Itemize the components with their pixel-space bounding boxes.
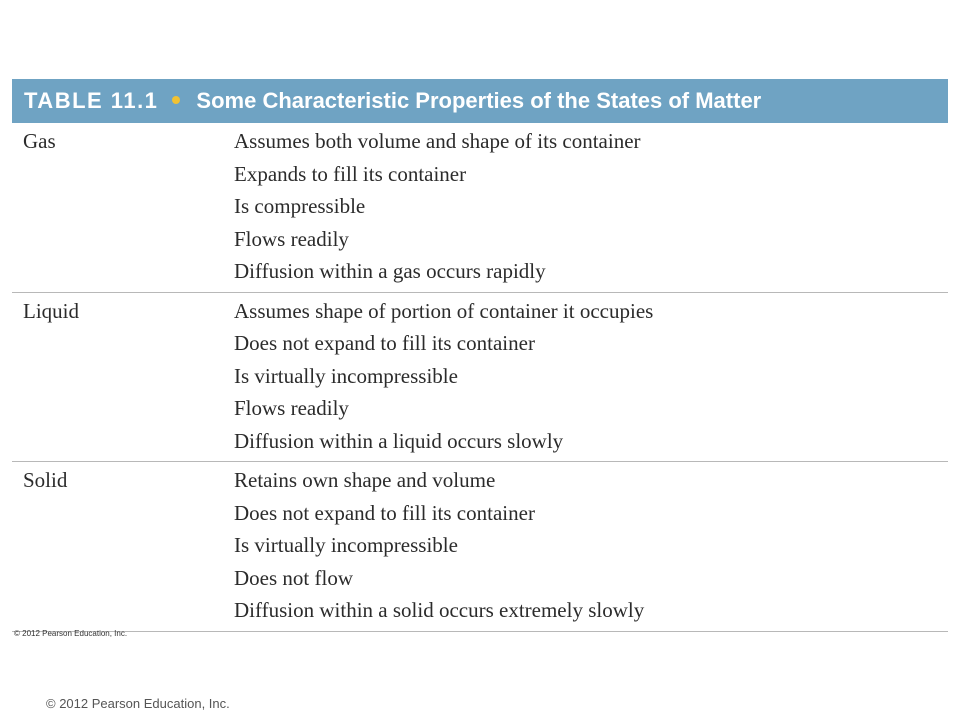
property-item: Assumes both volume and shape of its container (234, 129, 641, 153)
state-name: Solid (23, 468, 68, 492)
property-item: Flows readily (234, 396, 349, 420)
table-label: TABLE 11.1 (24, 88, 159, 113)
property-item: Is virtually incompressible (234, 533, 458, 557)
table-row-liquid (12, 293, 948, 463)
property-list (234, 125, 641, 288)
footer-copyright: © 2012 Pearson Education, Inc. (46, 696, 230, 711)
table-row-gas (12, 123, 948, 293)
state-name: Gas (23, 129, 56, 153)
property-item: Retains own shape and volume (234, 468, 496, 492)
table-copyright: © 2012 Pearson Education, Inc. (14, 629, 128, 638)
property-item: Does not expand to fill its container (234, 500, 535, 525)
property-item: Is compressible (234, 194, 366, 218)
property-item: Flows readily (234, 226, 349, 251)
state-name: Liquid (23, 298, 79, 323)
table-row-solid (12, 462, 948, 632)
property-list (234, 295, 653, 458)
property-item: Expands to fill its container (234, 161, 467, 186)
property-item: Diffusion within a liquid occurs slowly (234, 428, 564, 453)
property-item: Is virtually incompressible (234, 363, 458, 388)
property-item: Diffusion within a gas occurs rapidly (234, 259, 546, 283)
property-item: Does not flow (234, 565, 353, 590)
property-item: Assumes shape of portion of container it occupies (234, 298, 654, 323)
table-title: Some Characteristic Properties of the States of Matter (196, 88, 762, 113)
properties-table (12, 79, 948, 632)
property-item: Does not expand to fill its container (234, 331, 535, 355)
bullet-icon (172, 96, 180, 104)
property-item: Diffusion within a solid occurs extremely slowly (234, 598, 645, 622)
table-header (12, 79, 948, 123)
property-list (234, 464, 644, 627)
